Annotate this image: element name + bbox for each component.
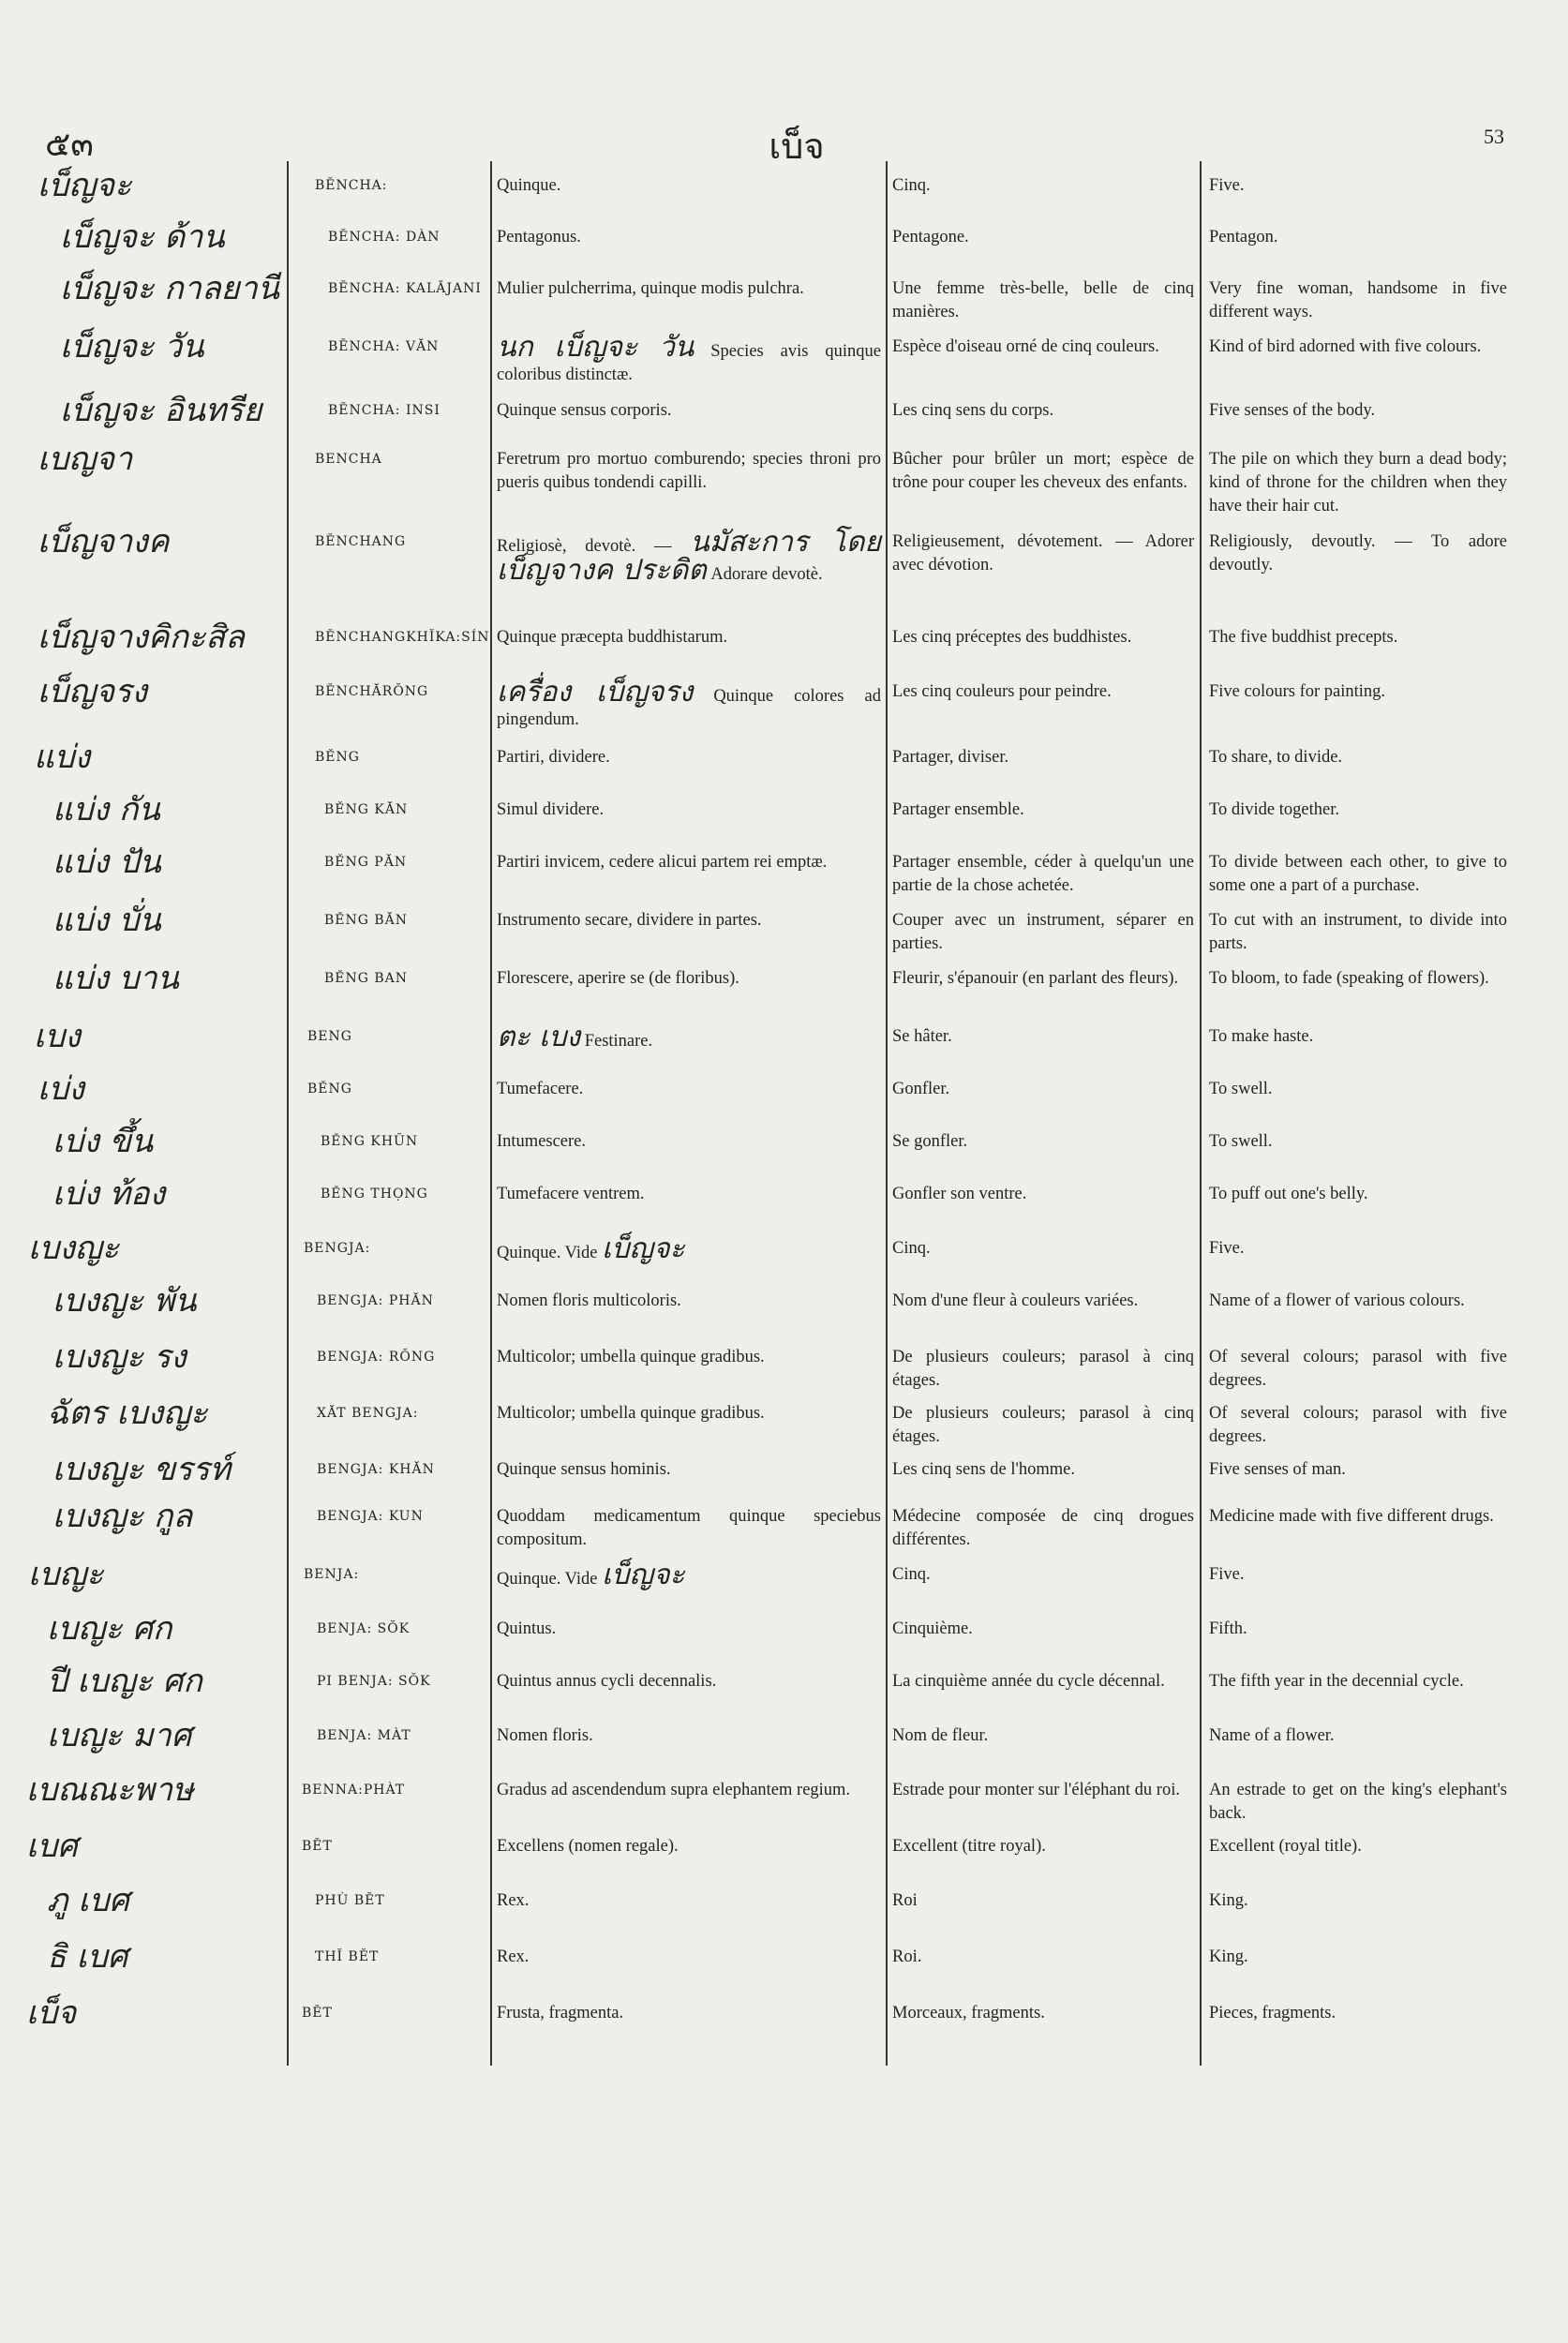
romanization: BĚNG KHŬN: [321, 1134, 419, 1149]
english-definition: Of several colours; parasol with five degrees.: [1209, 1348, 1507, 1390]
latin-text: Nomen floris multicoloris.: [497, 1291, 681, 1310]
english-definition: The fifth year in the decennial cycle.: [1209, 1672, 1464, 1691]
latin-text: Quinque sensus corporis.: [497, 401, 672, 420]
french-definition: Pentagone.: [892, 228, 969, 246]
latin-definition: [497, 174, 881, 198]
latin-text: Quinque.: [497, 176, 561, 195]
thai-example: นก เบ็ญจะ วัน: [497, 331, 694, 364]
thai-headword: เบ็ญจางคิกะสิล: [37, 619, 245, 656]
latin-text: Religiosè, devotè. —: [497, 537, 672, 556]
english-definition: To puff out one's belly.: [1209, 1185, 1368, 1203]
thai-headword: เบงญะ: [28, 1230, 120, 1267]
latin-definition: [497, 1779, 881, 1802]
french-definition: Excellent (titre royal).: [892, 1837, 1046, 1856]
romanization: BENJA:: [304, 1567, 360, 1582]
romanization: BENJA: SŎK: [317, 1621, 411, 1636]
latin-text: Florescere, aperire se (de floribus).: [497, 969, 739, 988]
thai-example: เครื่อง เบ็ญจรง: [497, 676, 694, 709]
latin-text: Quinque colores ad pingendum.: [497, 687, 881, 729]
thai-headword: เบ็ญจะ วัน: [60, 328, 204, 366]
latin-definition: [497, 1232, 881, 1265]
thai-headword: เบญจา: [37, 440, 133, 478]
thai-headword: เบ็ญจางค: [37, 523, 170, 560]
latin-text: Quoddam medicamentum quinque speciebus compositum.: [497, 1507, 881, 1549]
english-definition: To swell.: [1209, 1132, 1273, 1151]
english-definition: Name of a flower of various colours.: [1209, 1291, 1465, 1310]
thai-headword: เบ็ญจะ กาลยานี: [60, 270, 279, 307]
thai-example: นมัสะการ โดย เบ็ญจางค ประดิต: [497, 526, 881, 587]
thai-headword: เบงญะ กูล: [52, 1498, 193, 1535]
french-definition: Les cinq sens de l'homme.: [892, 1460, 1075, 1479]
romanization: BENCHA: [315, 452, 382, 467]
romanization: PHÙ BĔT: [315, 1893, 385, 1908]
latin-definition: [497, 1724, 881, 1748]
latin-definition: [497, 2002, 881, 2025]
english-definition: Five senses of man.: [1209, 1460, 1346, 1479]
romanization: BENGJA: KUN: [317, 1509, 424, 1524]
latin-text: Rex.: [497, 1948, 530, 1966]
latin-definition: [497, 1835, 881, 1858]
english-definition: To divide between each other, to give to some one a part of a purchase.: [1209, 853, 1507, 895]
romanization: BĚNG BĂN: [324, 913, 409, 928]
french-definition: Espèce d'oiseau orné de cinq couleurs.: [892, 337, 1159, 356]
romanization: BĔNCHA: KALĀJANI: [328, 281, 482, 296]
romanization: PI BENJA: SŎK: [317, 1674, 431, 1689]
thai-headword: แบ่ง บั่น: [52, 902, 161, 939]
romanization: BENGJA:: [304, 1241, 371, 1256]
romanization: BĚNG PĂN: [324, 855, 408, 870]
romanization: BĚNG: [315, 750, 360, 765]
thai-headword: ธิ เบศ: [47, 1938, 128, 1976]
latin-definition: [497, 1078, 881, 1101]
thai-headword: เบญะ ศก: [47, 1610, 172, 1648]
french-definition: Cinq.: [892, 1239, 931, 1258]
latin-definition: [497, 226, 881, 249]
english-definition: To cut with an instrument, to divide into parts.: [1209, 911, 1507, 953]
latin-text: Species avis quinque coloribus distinctæ.: [497, 342, 882, 384]
english-definition: To bloom, to fade (speaking of flowers).: [1209, 969, 1489, 988]
romanization: BĔT: [302, 1839, 333, 1854]
english-definition: To share, to divide.: [1209, 748, 1343, 767]
english-definition: Five colours for painting.: [1209, 682, 1386, 701]
latin-text: Tumefacere.: [497, 1080, 584, 1098]
romanization: BĔNCHA: VĂN: [328, 339, 440, 354]
romanization: BĚNG THỌNG: [321, 1186, 428, 1201]
english-definition: Five.: [1209, 1239, 1245, 1258]
latin-text: Multicolor; umbella quinque gradibus.: [497, 1348, 765, 1366]
french-definition: De plusieurs couleurs; parasol à cinq étages.: [892, 1404, 1194, 1446]
french-definition: Cinq.: [892, 1565, 931, 1584]
french-definition: Se gonfler.: [892, 1132, 968, 1151]
latin-text: Adorare devotè.: [710, 565, 823, 584]
latin-definition: [497, 1130, 881, 1154]
french-definition: Les cinq préceptes des buddhistes.: [892, 628, 1132, 647]
romanization: BĔNCHĂRŎNG: [315, 684, 429, 699]
french-definition: Religieusement, dévotement. — Adorer avec dévotion.: [892, 532, 1194, 575]
thai-headword: แบ่ง บาน: [52, 960, 179, 997]
romanization: BĔNCHA: DÀN: [328, 230, 441, 245]
thai-headword: เบงญะ ขรรท์: [52, 1451, 231, 1488]
english-definition: To swell.: [1209, 1080, 1273, 1098]
latin-text: Multicolor; umbella quinque gradibus.: [497, 1404, 765, 1423]
latin-definition: [497, 1618, 881, 1641]
latin-text: Nomen floris.: [497, 1726, 593, 1745]
thai-headword: เบญะ มาศ: [47, 1717, 192, 1754]
english-definition: An estrade to get on the king's elephant's back.: [1209, 1781, 1507, 1823]
english-definition: Five senses of the body.: [1209, 401, 1376, 420]
latin-text: Festinare.: [584, 1032, 653, 1051]
running-head: เบ็จ: [769, 126, 825, 167]
thai-headword: เบ็ญจะ อินทรีย: [60, 392, 262, 429]
thai-page-number: ๕๓: [45, 126, 94, 164]
latin-text: Mulier pulcherrima, quinque modis pulchra.: [497, 279, 804, 298]
romanization: XĂT BENGJA:: [317, 1406, 419, 1421]
thai-headword: เบ่ง: [37, 1070, 84, 1108]
latin-definition: [497, 676, 881, 732]
romanization: BĚNG BAN: [324, 971, 409, 986]
english-definition: Kind of bird adorned with five colours.: [1209, 337, 1482, 356]
romanization: BĚNG KĂN: [324, 802, 409, 817]
french-definition: Morceaux, fragments.: [892, 2004, 1045, 2022]
thai-headword: ฉัตร เบงญะ: [47, 1395, 208, 1432]
english-definition: King.: [1209, 1948, 1248, 1966]
latin-text: Gradus ad ascendendum supra elephantem regium.: [497, 1781, 851, 1799]
latin-definition: [497, 1346, 881, 1369]
french-definition: Couper avec un instrument, séparer en parties.: [892, 911, 1194, 953]
romanization: BENGJA: KHĂN: [317, 1462, 435, 1477]
english-definition: Religiously, devoutly. — To adore devoutly.: [1209, 532, 1507, 575]
latin-definition: [497, 399, 881, 423]
thai-example: เบ็ญจะ: [602, 1559, 685, 1591]
french-definition: La cinquième année du cycle décennal.: [892, 1672, 1165, 1691]
english-definition: Name of a flower.: [1209, 1726, 1335, 1745]
thai-headword: เบ็ญจะ: [37, 167, 132, 204]
thai-headword: เบงญะ รง: [52, 1338, 187, 1376]
romanization: BENJA: MÀT: [317, 1728, 411, 1743]
thai-example: เบ็ญจะ: [602, 1232, 685, 1265]
french-definition: Nom de fleur.: [892, 1726, 989, 1745]
thai-headword: เบง: [34, 1018, 81, 1055]
french-definition: Roi: [892, 1891, 918, 1910]
latin-definition: [497, 1021, 881, 1053]
latin-definition: [497, 331, 882, 387]
thai-example: ตะ เบง: [497, 1021, 581, 1053]
thai-headword: เบ็ญจะ ด้าน: [60, 218, 225, 256]
column-rule: [1200, 161, 1202, 2066]
thai-headword: เบ็จ: [26, 1994, 77, 2032]
english-definition: Five.: [1209, 176, 1245, 195]
latin-text: Quinque. Vide: [497, 1244, 598, 1262]
latin-text: Excellens (nomen regale).: [497, 1837, 679, 1856]
thai-headword: เบศ: [26, 1828, 78, 1865]
french-definition: Gonfler son ventre.: [892, 1185, 1027, 1203]
latin-definition: [497, 746, 881, 769]
french-definition: Estrade pour monter sur l'éléphant du roi.: [892, 1781, 1180, 1799]
latin-definition: [497, 626, 881, 649]
romanization: BĚNG: [307, 1082, 352, 1097]
romanization: BĔNCHANGKHĬKA:SÍN: [315, 630, 490, 645]
english-definition: The five buddhist precepts.: [1209, 628, 1398, 647]
latin-definition: [497, 1505, 881, 1552]
french-definition: Roi.: [892, 1948, 922, 1966]
latin-definition: [497, 277, 881, 301]
column-rule: [490, 161, 492, 2066]
latin-text: Quinque sensus hominis.: [497, 1460, 671, 1479]
romanization: THĬ BĔT: [315, 1949, 380, 1964]
thai-headword: แบ่ง ปัน: [52, 843, 161, 881]
latin-text: Tumefacere ventrem.: [497, 1185, 645, 1203]
french-definition: Cinquième.: [892, 1619, 973, 1638]
english-definition: Very fine woman, handsome in five different ways.: [1209, 279, 1507, 321]
latin-definition: [497, 1670, 881, 1694]
romanization: BĔNCHA:: [315, 178, 388, 193]
thai-headword: เบณณะพาษ: [26, 1771, 194, 1809]
latin-definition: [497, 1889, 881, 1913]
latin-definition: [497, 798, 881, 822]
latin-definition: [497, 448, 881, 495]
french-definition: Partager, diviser.: [892, 748, 1009, 767]
latin-text: Quintus annus cycli decennalis.: [497, 1672, 717, 1691]
english-definition: Pentagon.: [1209, 228, 1278, 246]
latin-text: Simul dividere.: [497, 800, 605, 819]
latin-text: Partiri, dividere.: [497, 748, 610, 767]
french-definition: De plusieurs couleurs; parasol à cinq étages.: [892, 1348, 1194, 1390]
latin-definition: [497, 967, 881, 991]
french-definition: Gonfler.: [892, 1080, 950, 1098]
thai-headword: แบ่ง กัน: [52, 791, 160, 828]
romanization: BĔNCHANG: [315, 534, 407, 549]
romanization: BENGJA: PHĂN: [317, 1293, 434, 1308]
thai-headword: เบ่ง ขึ้น: [52, 1123, 154, 1160]
english-definition: Pieces, fragments.: [1209, 2004, 1337, 2022]
latin-definition: [497, 1458, 881, 1482]
thai-headword: ปี เบญะ ศก: [47, 1663, 202, 1700]
thai-headword: เบ่ง ท้อง: [52, 1175, 166, 1213]
page-header: [0, 117, 1568, 167]
english-definition: Excellent (royal title).: [1209, 1837, 1362, 1856]
french-definition: Nom d'une fleur à couleurs variées.: [892, 1291, 1139, 1310]
latin-definition: [497, 1402, 881, 1425]
thai-headword: แบ่ง: [34, 739, 91, 776]
english-definition: To make haste.: [1209, 1027, 1314, 1046]
column-rule: [287, 161, 289, 2066]
thai-headword: ภู เบศ: [47, 1882, 130, 1919]
romanization: BENGJA: RŎNG: [317, 1350, 436, 1365]
thai-headword: เบ็ญจรง: [37, 673, 147, 710]
french-definition: Partager ensemble, céder à quelqu'un une partie de la chose achetée.: [892, 853, 1194, 895]
latin-definition: [497, 851, 881, 874]
french-definition: Les cinq sens du corps.: [892, 401, 1054, 420]
french-definition: Une femme très-belle, belle de cinq manières.: [892, 279, 1194, 321]
english-definition: Fifth.: [1209, 1619, 1247, 1638]
latin-text: Rex.: [497, 1891, 530, 1910]
english-definition: To divide together.: [1209, 800, 1339, 819]
french-definition: Partager ensemble.: [892, 800, 1024, 819]
latin-text: Pentagonus.: [497, 228, 581, 246]
latin-text: Quintus.: [497, 1619, 557, 1638]
english-definition: Medicine made with five different drugs.: [1209, 1507, 1494, 1526]
thai-headword: เบงญะ พัน: [52, 1282, 197, 1320]
latin-text: Quinque. Vide: [497, 1570, 598, 1589]
latin-definition: [497, 1559, 881, 1591]
latin-definition: [497, 1183, 881, 1206]
french-definition: Médecine composée de cinq drogues différentes.: [892, 1507, 1194, 1549]
romanization: BĔT: [302, 2006, 333, 2021]
latin-definition: [497, 909, 881, 933]
column-rule: [886, 161, 888, 2066]
latin-text: Frusta, fragmenta.: [497, 2004, 624, 2022]
latin-text: Quinque præcepta buddhistarum.: [497, 628, 728, 647]
latin-text: Feretrum pro mortuo comburendo; species throni pro pueris quibus tondendi capilli.: [497, 450, 881, 492]
french-definition: Bûcher pour brûler un mort; espèce de trône pour couper les cheveux des enfants.: [892, 450, 1194, 492]
latin-text: Partiri invicem, cedere alicui partem rei emptæ.: [497, 853, 828, 872]
latin-text: Intumescere.: [497, 1132, 587, 1151]
romanization: BENG: [307, 1029, 352, 1044]
french-definition: Se hâter.: [892, 1027, 952, 1046]
latin-definition: [497, 1946, 881, 1969]
english-definition: Five.: [1209, 1565, 1245, 1584]
thai-headword: เบญะ: [28, 1556, 104, 1593]
latin-definition: [497, 526, 881, 587]
french-definition: Fleurir, s'épanouir (en parlant des fleurs).: [892, 969, 1179, 988]
french-definition: Les cinq couleurs pour peindre.: [892, 682, 1112, 701]
english-definition: The pile on which they burn a dead body; kind of throne for the children when they have their hair cut.: [1209, 450, 1507, 515]
latin-text: Instrumento secare, dividere in partes.: [497, 911, 762, 930]
english-definition: Of several colours; parasol with five degrees.: [1209, 1404, 1507, 1446]
latin-definition: [497, 1290, 881, 1313]
romanization: BĔNCHA: INSI: [328, 403, 441, 418]
english-definition: King.: [1209, 1891, 1248, 1910]
page-number: 53: [1484, 125, 1504, 148]
romanization: BENNA:PHÀT: [302, 1783, 406, 1798]
french-definition: Cinq.: [892, 176, 931, 195]
